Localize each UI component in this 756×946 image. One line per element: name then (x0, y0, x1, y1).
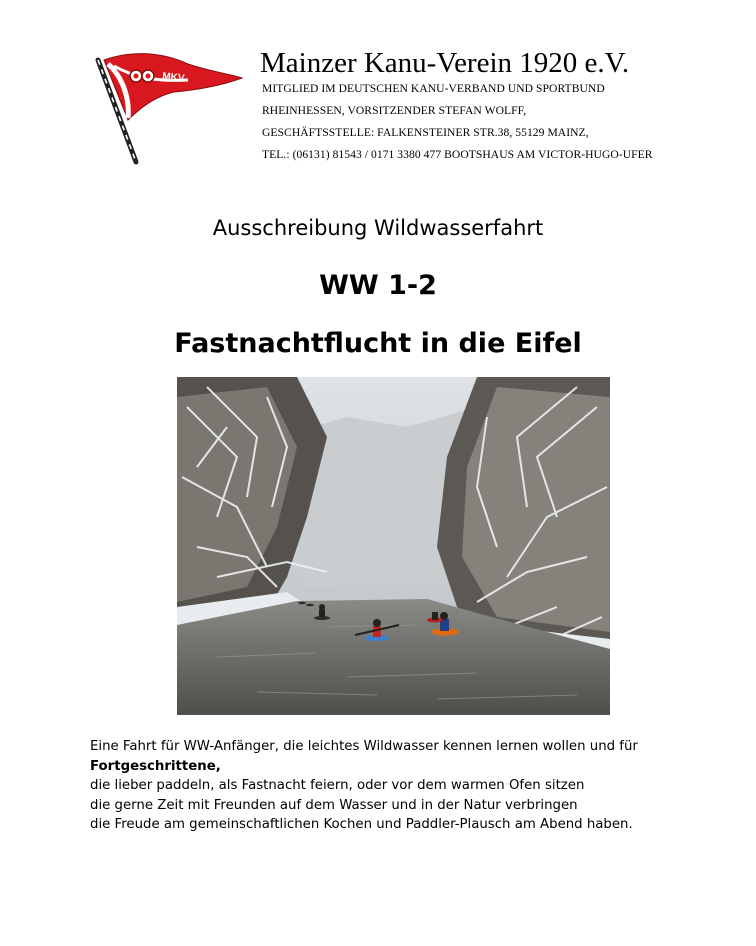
description-line: die gerne Zeit mit Freunden auf dem Wasser und in der Natur verbringen (90, 797, 578, 813)
description-line: die Freude am gemeinschaftlichen Kochen und Paddler-Plausch am Abend haben. (90, 817, 633, 832)
river-photo (177, 377, 610, 715)
logo-text: MKV (161, 71, 185, 85)
description-line: Eine Fahrt für WW-Anfänger, die leichtes Wildwasser kennen lernen wollen und für (90, 739, 638, 754)
organization-name: Mainzer Kanu-Verein 1920 e.V. (260, 47, 630, 79)
difficulty-level: WW 1-2 (319, 270, 437, 301)
office-address-line: GESCHÄFTSSTELLE: FALKENSTEINER STR.38, 55129 MAINZ, (262, 126, 589, 139)
description-text (90, 737, 638, 835)
description-line: die lieber paddeln, als Fastnacht feiern, oder vor dem warmen Ofen sitzen (90, 778, 585, 793)
chairman-line: RHEINHESSEN, VORSITZENDER STEFAN WOLFF, (262, 104, 527, 117)
membership-line: MITGLIED IM DEUTSCHEN KANU-VERBAND UND SPORTBUND (262, 82, 605, 95)
phone-line: TEL.: (06131) 81543 / 0171 3380 477 BOOTSHAUS AM VICTOR-HUGO-UFER (262, 148, 653, 161)
event-title: Fastnachtflucht in die Eifel (174, 328, 582, 359)
description-line-bold: Fortgeschrittene, (90, 758, 221, 774)
announcement-subtitle: Ausschreibung Wildwasserfahrt (212, 216, 544, 240)
club-logo (92, 46, 248, 170)
